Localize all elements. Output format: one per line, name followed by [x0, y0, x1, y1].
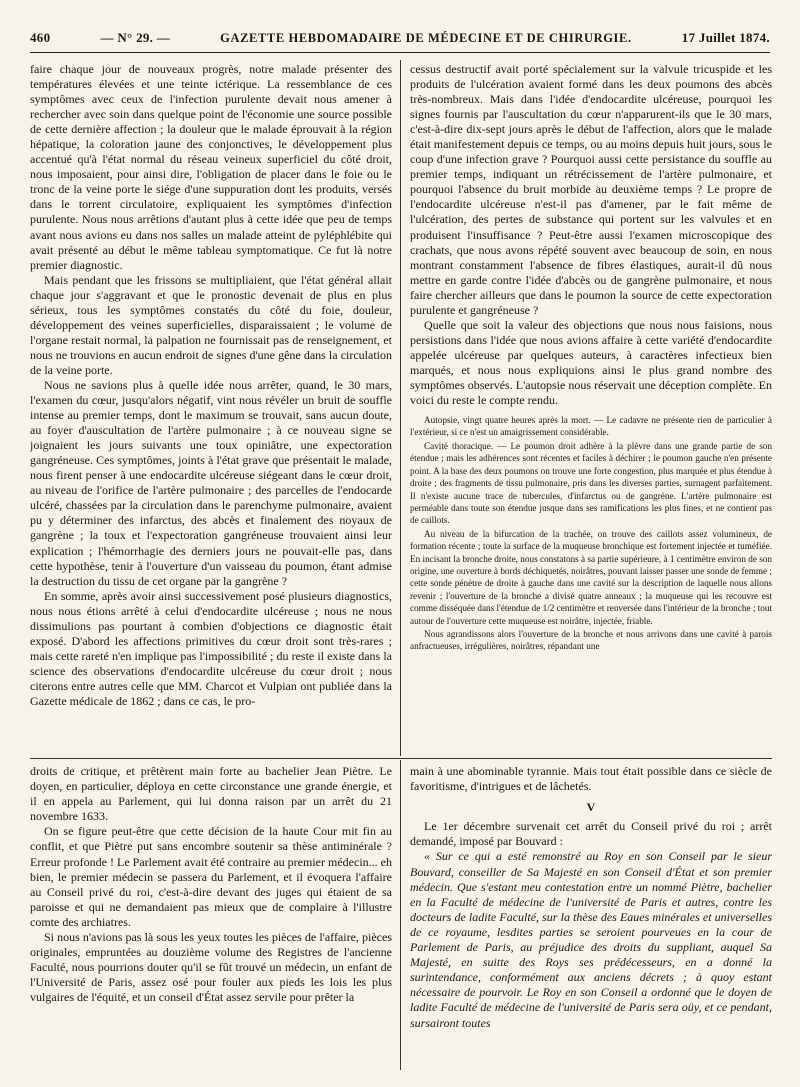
paragraph: Le 1er décembre survenait cet arrêt du Conseil privé du roi ; arrêt demandé, imposé par Bouvard :: [410, 819, 772, 849]
paragraph: Si nous n'avions pas là sous les yeux toutes les pièces de l'affaire, pièces originales, empruntées au douzième volume des Registres de l'ancienne Faculté, nous pourrions douter qu'il se fût trouvé un médecin, un enfant de l'Université de Paris, assez osé pour fouler aux pieds les lois les plus vulgaires de l'équité, et un conseil d'État assez servile pour prêter la: [30, 930, 392, 1005]
paragraph: main à une abominable tyrannie. Mais tout était possible dans ce siècle de favoritisme, d'intrigues et de lâchetés.: [410, 764, 772, 794]
journal-title: GAZETTE HEBDOMADAIRE DE MÉDECINE ET DE CHIRURGIE.: [220, 31, 632, 45]
paragraph: On se figure peut-être que cette décision de la haute Cour mit fin au conflit, et que Piètre put sans encombre soutenir sa thèse antiminérale ? Erreur profonde ! Le Parlement avait été contraire au premier médecin... eh bien, le premier médecin se passera du Parlement, et il évoquera l'affaire au Conseil privé du roi, c'est-à-dire devant des juges qui étaient de sa paroisse et qui ne demandaient pas mieux que de complaire à l'illustre comte des archiatres.: [30, 824, 392, 929]
paragraph: Quelle que soit la valeur des objections que nous nous faisions, nous persistions dans l'idée que nous avions affaire à cette variété d'endocardite appelée ulcéreuse par quelques auteurs, à caractères infectieux bien marqués, et nous nous expliquions ainsi le plus grand nombre des symptômes observés. L'autopsie nous réservait une déception complète. En voici du reste le compte rendu.: [410, 317, 772, 408]
article-column-right: [410, 62, 772, 754]
page-header: [30, 30, 770, 53]
section-number: V: [586, 800, 596, 815]
feuilleton-column-right: [410, 764, 772, 1076]
article-column-left: [30, 62, 392, 754]
column-divider-top: [400, 60, 401, 756]
quoted-decree: « Sur ce qui a esté remonstré au Roy en son Conseil par le sieur Bouvard, conseiller de Sa Majesté en son Conseil d'État et son premier médecin. Que s'estant meu contestation entre un nommé Piètre, bachelier en la Faculté de médecine de l'université de Paris et autres, contre les docteurs de ladite Faculté, sur la thèse des Eaues minérales et universelles de ce royaume, lesdites parties se seroient pourveues en la cour de Parlement de Paris, au préjudice des droits du suppliant, auquel Sa Majesté, en suitte des Roys ses prédécesseurs, en a donné la surintendance, conformément aux anciens décrets ; à quoy estant nécessaire de pourvoir. Le Roy en son Conseil a ordonné que le doyen de ladite Faculté de médecine de l'université de Paris sera oüy, et ce pendant, sursairont toutes: [410, 849, 772, 1030]
paragraph: Nous agrandissons alors l'ouverture de la bronche et nous arrivons dans une cavité à parois anfractueuses, irrégulières, noirâtres, répandant une: [410, 628, 772, 652]
paragraph: faire chaque jour de nouveaux progrès, notre malade présenter des températures élevées et une teinte ictérique. La ressemblance de ces symptômes avec ceux de l'infection purulente devait nous amener à rechercher avec soin dans quelque point de l'économie une source possible de cette dernière affection ; la douleur que le malade éprouvait à la région hépatique, la coloration jaune des conjonctives, le développement plus accentué qu'à l'état normal du réseau veineux superficiel du côté droit, nous imposaient, pour ainsi dire, l'obligation de placer dans le foie ou le tronc de la veine porte le siége d'une suppuration dont les produits, versés dans le torrent circulatoire, expliquaient les symptômes d'infection purulente. Nous nous arrêtions d'autant plus à cette idée que peu de temps avant nous avions eu dans nos salles un malade atteint de pyléphlébite qui avait présenté au début le même tableau symptomatique. Ce fut là notre premier diagnostic.: [30, 62, 392, 272]
paragraph: droits de critique, et prêtèrent main forte au bachelier Jean Piètre. Le doyen, en particulier, déploya en cette circonstance une grande énergie, et il en appela au Parlement, qui lui donna raison par un arrêt du 21 novembre 1633.: [30, 764, 392, 824]
paragraph: Cavité thoracique. — Le poumon droit adhère à la plèvre dans une grande partie de son étendue ; mais les adhérences sont récentes et faciles à déchirer ; le poumon gauche n'en présente point. A la base des deux poumons on trouve une forte congestion, plus marquée et plus étendue à droite ; des fragments de tissu pulmonaire, pris dans les diverses parties, surnagent parfaitement. Il n'existe aucune trace de tubercules, d'infarctus ou de gangrène. L'artère pulmonaire est perméable dans toute son étendue jusque dans ses ramifications les plus fines, et ne contient pas de caillots.: [410, 440, 772, 526]
paragraph: Nous ne savions plus à quelle idée nous arrêter, quand, le 30 mars, l'examen du cœur, jusqu'alors négatif, vint nous révéler un bruit de souffle intense au premier temps, dont le maximum se trouvait, sans aucun doute, au foyer d'auscultation de l'artère pulmonaire ; à ce nouveau signe se joignaient les jours suivants une toux opiniâtre, une expectoration gangréneuse. Ces symptômes, joints à l'état grave que présentait le malade, nous firent penser à une endocardite ulcéreuse siégeant dans le cœur droit, au niveau de l'orifice de l'artère pulmonaire ; des parcelles de l'endocarde ulcéré, chassées par la circulation dans le parenchyme pulmonaire, avaient pu y déterminer des infarctus, des abcès et finalement des noyaux de gangrène ; la toux et l'expectoration gangréneuse trouvaient ainsi leur explication ; l'hémorrhagie des derniers jours ne pouvait-elle pas, dans cette hypothèse, tenir à l'ouverture d'un vaisseau du poumon, étant admise la destruction du tissu de cet organe par la gangrène ?: [30, 377, 392, 588]
issue-date: 17 Juillet 1874.: [681, 30, 770, 45]
paragraph: Mais pendant que les frissons se multipliaient, que l'état général allait chaque jour s'aggravant et que le pronostic devenait de plus en plus sérieux, tous les symptômes constatés du côté du foie, douleur, développement des veines superficielles, disparaissaient ; le volume de l'organe restait normal, la palpation ne fournissait pas de renseignement, et nous ne trouvions en aucun endroit de signes d'une gêne dans la circulation de la veine porte.: [30, 272, 392, 377]
paragraph: Autopsie, vingt quatre heures après la mort. — Le cadavre ne présente rien de particulier à l'extérieur, si ce n'est un amaigrissement considérable.: [410, 415, 772, 438]
autopsy-report: [410, 414, 772, 653]
feuilleton-column-left: [30, 764, 392, 1076]
paragraph: cessus destructif avait porté spécialement sur la valvule tricuspide et les produits de l'ulcération avaient formé dans les deux poumons des abcès très-nombreux. Mais dans l'idée d'endocardite ulcéreuse, pourquoi les signes fournis par l'auscultation du cœur n'apparurent-ils que le 30 mars, c'est-à-dire dix-sept jours après le début de l'affection, alors que le malade était manifestement depuis ce temps, ou au moins depuis huit jours, sous le coup d'une infection grave ? Pourquoi aussi cette persistance du souffle au premier temps, indiquant un rétrécissement de l'artère pulmonaire, et pourquoi l'absence du bruit morbide au deuxième temps ? Le propre de l'endocardite ulcéreuse n'est-il pas d'amener, par le fait même de l'ulcération, des pertes de substance qui portent sur les valvules et en produisent l'insuffisance ? Peut-être aussi l'examen microscopique des crachats, que nous avons répété souvent avec beaucoup de soin, en nous montrant constamment l'absence de fibres élastiques, aurait-il dû nous mettre en garde contre l'idée d'abcès ou de gangrène pulmonaire, et nous faire chercher ailleurs que dans le poumon la source de cette expectoration purulente et gangréneuse ?: [410, 62, 772, 317]
issue-number: — N° 29. —: [100, 30, 171, 45]
section-divider: [30, 758, 772, 759]
paragraph: En somme, après avoir ainsi successivement posé plusieurs diagnostics, nous nous étions arrêté à celui d'endocardite ulcéreuse ; nous ne nous dissimulions pas pourtant à combien d'objections ce diagnostic était exposé. D'abord les affections primitives du cœur droit sont très-rares ; mais cette rareté n'en implique pas l'impossibilité ; du reste il existe dans la science des observations d'endocardite ulcéreuse du cœur droit ; nous citerons entre autres celle que MM. Charcot et Vulpian ont publiée dans la Gazette médicale de 1862 ; dans ce cas, le pro-: [30, 588, 392, 708]
column-divider-bottom: [400, 760, 401, 1070]
paragraph: Au niveau de la bifurcation de la trachée, on trouve des caillots assez volumineux, de formation récente ; toute la surface de la muqueuse bronchique est fortement injectée et tuméfiée. En incisant la bronche droite, nous constatons à sa partie supérieure, à 1 centimètre environ de son origine, une ouverture à bords déchiquetés, noirâtres, pouvant laisser passer une sonde de femme ; cette sonde pénètre de droite à gauche dans une cavité sur la description de laquelle nous allons revenir ; l'ouverture de la bronche a divisé quatre anneaux ; la muqueuse qui les recouvre est comme disséquée dans l'étendue de 1/2 centimètre et renversée dans l'intérieur de la bronche ; tout autour de l'ouverture cette muqueuse est noirâtre, injectée, friable.: [410, 528, 772, 626]
page-number: 460: [30, 30, 51, 45]
